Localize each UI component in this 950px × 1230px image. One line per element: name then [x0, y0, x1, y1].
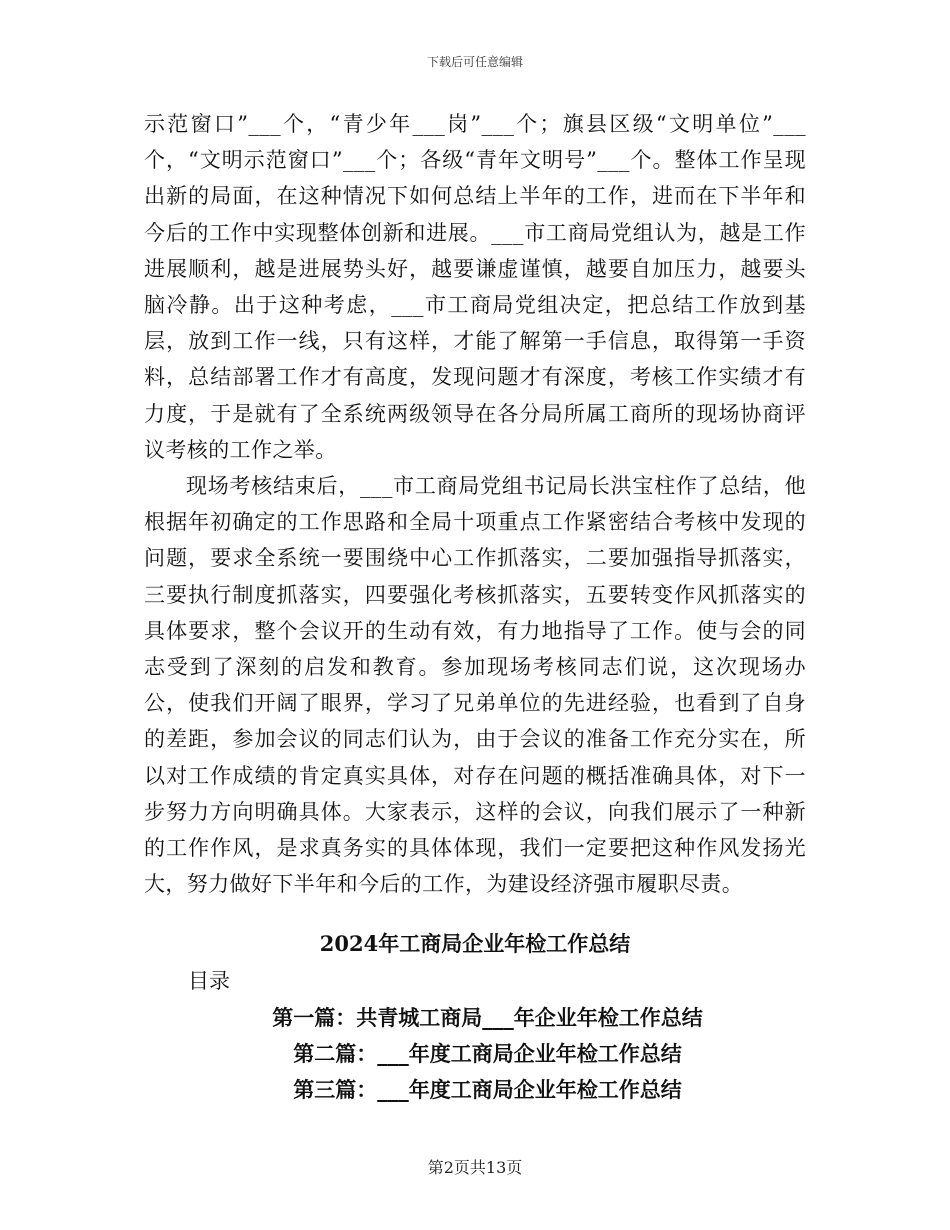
toc-label: 目录	[188, 969, 230, 993]
toc-item: 第一篇：共青城工商局___年企业年检工作总结	[272, 1005, 703, 1030]
header-note: 下载后可任意编辑	[426, 55, 523, 69]
body-paragraph: 示范窗口”___个，“青少年___岗”___个；旗县区级“文明单位”___个，“文明示范窗口”___个；各级“青年文明号”___个。整体工作呈现出新的局面，在这种情况下如何总结上半年的工作，进而在下半年和今后的工作中实现整体创新和进展。___市工商局党组认为，越是工作进展顺利，越是进展势头好，越要谦虚谨慎，越要自加压力，越要头脑冷静。出于这种考虑，___市工商局党组决定，把总结工作放到基层，放到工作一线，只有这样，才能了解第一手信息，取得第一手资料，总结部署工作才有高度，发现问题才有深度，考核工作实绩才有力度，于是就有了全系统两级领导在各分局所属工商所的现场协商评议考核的工作之举。	[144, 112, 806, 462]
table-of-contents	[0, 1000, 950, 1108]
document-body	[144, 106, 806, 902]
body-paragraph: 现场考核结束后，___市工商局党组书记局长洪宝柱作了总结，他根据年初确定的工作思路和全局十项重点工作紧密结合考核中发现的问题，要求全系统一要围绕中心工作抓落实，二要加强指导抓落实，三要执行制度抓落实，四要强化考核抓落实，五要转变作风抓落实的具体要求，整个会议开的生动有效，有力地指导了工作。使与会的同志受到了深刻的启发和教育。参加现场考核同志们说，这次现场办公，使我们开阔了眼界，学习了兄弟单位的先进经验，也看到了自身的差距，参加会议的同志们认为，由于会议的准备工作充分实在，所以对工作成绩的肯定真实具体，对存在问题的概括准确具体，对下一步努力方向明确具体。大家表示，这样的会议，向我们展示了一种新的工作作风，是求真务实的具体体现，我们一定要把这种作风发扬光大，努力做好下半年和今后的工作，为建设经济强市履职尽责。	[144, 474, 806, 897]
toc-item: 第二篇：___年度工商局企业年检工作总结	[293, 1041, 682, 1066]
document-title: 2024年工商局企业年检工作总结	[319, 931, 631, 956]
page-footer: 第2页共13页	[427, 1158, 523, 1177]
toc-item: 第三篇：___年度工商局企业年检工作总结	[293, 1077, 682, 1102]
